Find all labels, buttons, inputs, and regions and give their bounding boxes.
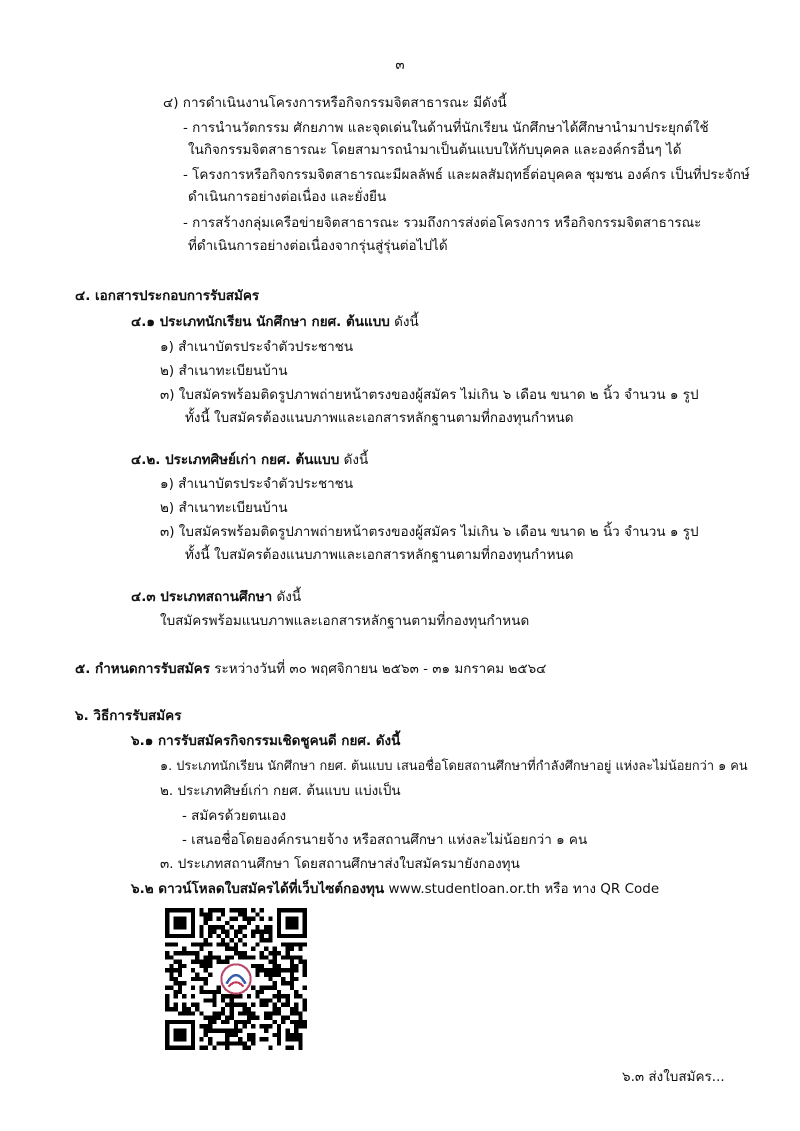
section-4-2-item-1: ๑) สำเนาบัตรประจำตัวประชาชน bbox=[160, 476, 354, 492]
section-4-3-title-suffix: ดังนี้ bbox=[272, 589, 302, 605]
section-6-1-item-3: ๓. ประเภทสถานศึกษา โดยสถานศึกษาส่งใบสมัครมายังกองทุน bbox=[160, 856, 520, 872]
section-6-2-url-text[interactable]: www.studentloan.or.th หรือ ทาง QR Code bbox=[384, 881, 660, 897]
section-5-line bbox=[75, 659, 546, 679]
section-4-2-item-3: ๓) ใบสมัครพร้อมติดรูปภาพถ่ายหน้าตรงของผู้สมัคร ไม่เกิน ๖ เดือน ขนาด ๒ นิ้ว จำนวน ๑ รูป bbox=[160, 524, 699, 540]
section-4-3-text: ใบสมัครพร้อมแนบภาพและเอกสารหลักฐานตามที่กองทุนกำหนด bbox=[160, 613, 530, 629]
section-4-1-title-suffix: ดังนี้ bbox=[389, 314, 419, 330]
bullet-3-line-1: - การสร้างกลุ่มเครือข่ายจิตสาธารณะ รวมถึงการส่งต่อโครงการ หรือกิจกรรมจิตสาธารณะ bbox=[183, 215, 702, 231]
section-5-dates: ระหว่างวันที่ ๓๐ พฤศจิกายน ๒๕๖๓ - ๓๑ มกราคม ๒๕๖๔ bbox=[209, 661, 547, 677]
section-4-2-title-suffix: ดังนี้ bbox=[339, 452, 369, 468]
section-4-1-title bbox=[131, 312, 419, 332]
section-6-2-title: ๖.๒ ดาวน์โหลดใบสมัครได้ที่เว็บไซต์กองทุน bbox=[131, 881, 385, 897]
section-4-3-title bbox=[131, 587, 301, 607]
section-6-heading: ๖. วิธีการรับสมัคร bbox=[75, 708, 182, 724]
section-4-1-item-1: ๑) สำเนาบัตรประจำตัวประชาชน bbox=[160, 339, 354, 355]
section-4-2-note: ทั้งนี้ ใบสมัครต้องแนบภาพและเอกสารหลักฐานตามที่กองทุนกำหนด bbox=[185, 547, 574, 563]
bullet-1-line-1: - การนำนวัตกรรม ศักยภาพ และจุดเด่นในด้านที่นักเรียน นักศึกษาได้ศึกษานำมาประยุกต์ใช้ bbox=[183, 120, 709, 136]
bullet-3-line-2: ที่ดำเนินการอย่างต่อเนื่องจากรุ่นสู่รุ่นต่อไปได้ bbox=[188, 238, 448, 254]
qr-code-icon[interactable] bbox=[165, 908, 307, 1050]
section-4-2-item-2: ๒) สำเนาทะเบียนบ้าน bbox=[160, 500, 288, 516]
bullet-2-line-1: - โครงการหรือกิจกรรมจิตสาธารณะมีผลลัพธ์ และผลสัมฤทธิ์ต่อบุคคล ชุมชน องค์กร เป็นที่ประจักษ์ bbox=[183, 167, 750, 183]
next-page-footer: ๖.๓ ส่งใบสมัคร... bbox=[622, 1069, 725, 1085]
project-operation-heading: ๔) การดำเนินงานโครงการหรือกิจกรรมจิตสาธารณะ มีดังนี้ bbox=[163, 95, 507, 111]
section-4-1-note: ทั้งนี้ ใบสมัครต้องแนบภาพและเอกสารหลักฐานตามที่กองทุนกำหนด bbox=[185, 410, 574, 426]
section-6-1-sub-2: - เสนอชื่อโดยองค์กรนายจ้าง หรือสถานศึกษา แห่งละไม่น้อยกว่า ๑ คน bbox=[182, 832, 588, 848]
section-6-1-item-1: ๑. ประเภทนักเรียน นักศึกษา กยศ. ต้นแบบ เสนอชื่อโดยสถานศึกษาที่กำลังศึกษาอยู่ แห่งละไม่น้อยกว่า ๑ คน bbox=[160, 759, 748, 774]
section-4-1-title-text: ๔.๑ ประเภทนักเรียน นักศึกษา กยศ. ต้นแบบ bbox=[131, 314, 390, 330]
section-6-1-item-2: ๒. ประเภทศิษย์เก่า กยศ. ต้นแบบ แบ่งเป็น bbox=[160, 783, 401, 799]
section-6-2-line bbox=[131, 879, 659, 899]
section-4-1-item-3: ๓) ใบสมัครพร้อมติดรูปภาพถ่ายหน้าตรงของผู้สมัคร ไม่เกิน ๖ เดือน ขนาด ๒ นิ้ว จำนวน ๑ รูป bbox=[160, 387, 699, 403]
section-4-3-title-text: ๔.๓ ประเภทสถานศึกษา bbox=[131, 589, 273, 605]
section-6-1-title: ๖.๑ การรับสมัครกิจกรรมเชิดชูคนดี กยศ. ดังนี้ bbox=[131, 733, 401, 749]
section-5-heading: ๕. กำหนดการรับสมัคร bbox=[75, 661, 210, 677]
section-4-1-item-2: ๒) สำเนาทะเบียนบ้าน bbox=[160, 363, 288, 379]
section-4-heading: ๔. เอกสารประกอบการรับสมัคร bbox=[75, 288, 260, 304]
section-4-2-title bbox=[131, 450, 368, 470]
bullet-1-line-2: ในกิจกรรมจิตสาธารณะ โดยสามารถนำมาเป็นต้นแบบให้กับบุคคล และองค์กรอื่นๆ ได้ bbox=[188, 142, 682, 158]
section-6-1-sub-1: - สมัครด้วยตนเอง bbox=[182, 808, 287, 824]
bullet-2-line-2: ดำเนินการอย่างต่อเนื่อง และยั่งยืน bbox=[188, 189, 387, 205]
section-4-2-title-text: ๔.๒. ประเภทศิษย์เก่า กยศ. ต้นแบบ bbox=[131, 452, 340, 468]
page-number: ๓ bbox=[395, 57, 405, 73]
